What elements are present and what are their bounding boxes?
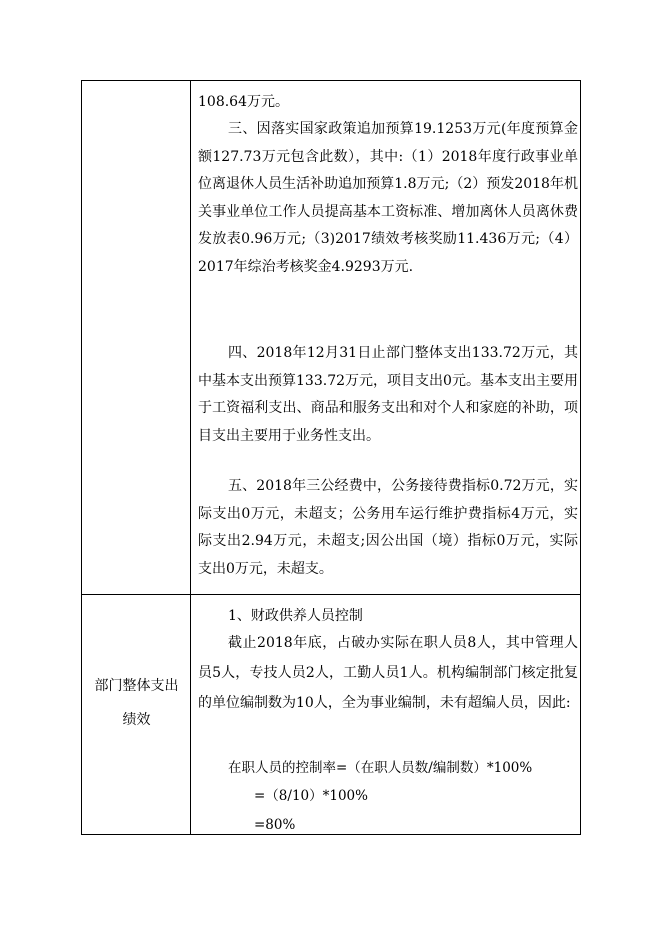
budget-continuation-text: 108.64万元。 [198,94,289,110]
performance-row [82,594,580,835]
budget-paragraph-four: 四、2018年12月31日止部门整体支出133.72万元，其中基本支出预算133.72万元，项目支出0元。基本支出主要用于工资福利支出、商品和服务支出和对个人和家庭的补助，项目支出主要用于业务性支出。 [198,345,578,444]
section-label-line1: 部门整体支出 [94,678,179,694]
formula-line-2: =（8/10）*100% [254,788,368,804]
budget-row [82,81,580,594]
formula-line-1: 在职人员的控制率=（在职人员数/编制数）*100% [228,760,533,776]
document-table [81,80,581,835]
performance-paragraph: 截止2018年底，占破办实际在职人员8人，其中管理人员5人，专技人员2人，工勤人员1人。机构编制部门核定批复的单位编制数为10人，全为事业编制，未有超编人员，因此: [198,635,578,711]
budget-paragraph-five: 五、2018年三公经费中，公务接待费指标0.72万元，实际支出0万元，未超支；公务用车运行维护费指标4万元，实际支出2.94万元，未超支;因公出国（境）指标0万元，实际支出0万元，未超支。 [198,478,578,577]
budget-content-cell [192,81,580,594]
budget-paragraph-three: 三、因落实国家政策追加预算19.1253万元(年度预算金额127.73万元包含此数），其中:（1）2018年度行政事业单位离退休人员生活补助追加预算1.8万元;（2）预发2018年机关事业单位工作人员提高基本工资标准、增加离休人员离休费发放表0.96万元;（3)2017绩效考核奖励11.436万元;（4）2017年综治考核奖金4.9293万元. [198,121,578,275]
performance-label-cell [82,595,191,835]
budget-label-cell [82,81,191,594]
performance-content-cell [192,595,580,835]
performance-heading: 1、财政供养人员控制 [228,608,363,624]
section-label-line2: 绩效 [122,712,151,728]
formula-line-3: =80% [254,817,296,833]
